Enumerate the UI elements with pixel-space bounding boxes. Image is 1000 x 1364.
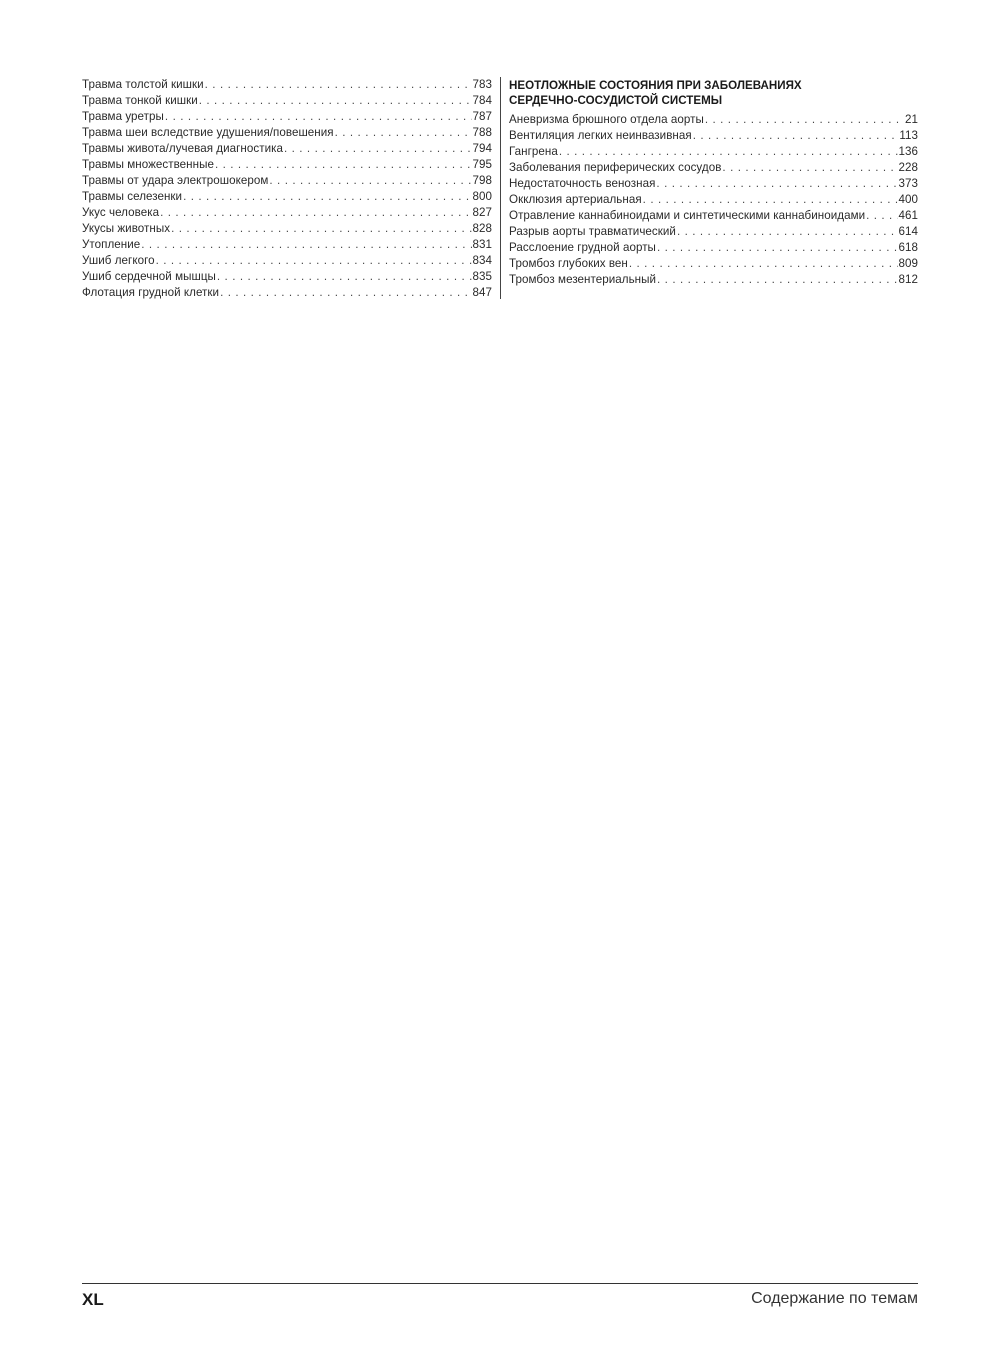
toc-entry[interactable] — [509, 144, 918, 160]
leader-dots — [284, 141, 472, 157]
entry-title: Окклюзия артериальная — [509, 193, 642, 206]
section-heading-line: СЕРДЕЧНО-СОСУДИСТОЙ СИСТЕМЫ — [509, 94, 723, 107]
toc-entry[interactable] — [82, 173, 492, 189]
toc-entry[interactable] — [509, 240, 918, 256]
entry-page: 794 — [472, 142, 492, 155]
entry-page: 788 — [472, 126, 492, 139]
entry-title: Флотация грудной клетки — [82, 286, 220, 299]
entry-page: 798 — [472, 174, 492, 187]
entry-title: Расслоение грудной аорты — [509, 241, 656, 254]
leader-dots — [866, 208, 897, 224]
leader-dots — [269, 173, 471, 189]
entry-page: 113 — [899, 129, 918, 142]
leader-dots — [629, 256, 898, 272]
entry-page: 831 — [472, 238, 492, 251]
entry-page: 828 — [472, 222, 492, 235]
leader-dots — [205, 77, 472, 93]
leader-dots — [559, 144, 898, 160]
leader-dots — [656, 176, 897, 192]
leader-dots — [722, 160, 897, 176]
footer-running-title: Содержание по темам — [751, 1290, 918, 1307]
leader-dots — [160, 205, 471, 221]
entry-title: Травмы живота/лучевая диагностика — [82, 142, 283, 155]
leader-dots — [183, 189, 471, 205]
entry-page: 795 — [472, 158, 492, 171]
entry-page: 373 — [898, 177, 918, 190]
entry-title: Разрыв аорты травматический — [509, 225, 676, 238]
entry-title: Вентиляция легких неинвазивная — [509, 129, 692, 142]
leader-dots — [693, 128, 899, 144]
toc-entry[interactable] — [82, 285, 492, 301]
entry-title: Травмы множественные — [82, 158, 214, 171]
entry-title: Травма толстой кишки — [82, 78, 204, 91]
entry-page: 835 — [472, 270, 492, 283]
entry-page: 812 — [898, 273, 918, 286]
toc-entry[interactable] — [509, 160, 918, 176]
entry-title: Утопление — [82, 238, 141, 251]
toc-entry[interactable] — [82, 221, 492, 237]
toc-left-column — [82, 77, 492, 301]
toc-entry[interactable] — [509, 256, 918, 272]
entry-page: 800 — [472, 190, 492, 203]
footer-rule — [82, 1283, 918, 1284]
footer-page-number: XL — [82, 1290, 104, 1309]
entry-title: Ушиб легкого — [82, 254, 155, 267]
leader-dots — [677, 224, 898, 240]
toc-entry[interactable] — [509, 208, 918, 224]
leader-dots — [141, 237, 471, 253]
toc-entry[interactable] — [509, 192, 918, 208]
toc-entry[interactable] — [82, 141, 492, 157]
leader-dots — [165, 109, 472, 125]
toc-entry[interactable] — [509, 128, 918, 144]
entry-page: 21 — [905, 113, 918, 126]
leader-dots — [220, 285, 471, 301]
entry-title: Травма тонкой кишки — [82, 94, 198, 107]
entry-page: 228 — [898, 161, 918, 174]
toc-entry[interactable] — [509, 176, 918, 192]
entry-title: Травма шеи вследствие удушения/повешения — [82, 126, 334, 139]
leader-dots — [215, 157, 472, 173]
leader-dots — [657, 240, 898, 256]
toc-entry[interactable] — [82, 125, 492, 141]
toc-entry[interactable] — [82, 77, 492, 93]
toc-entry[interactable] — [509, 112, 918, 128]
leader-dots — [705, 112, 904, 128]
entry-title: Укусы животных — [82, 222, 171, 235]
column-divider — [500, 77, 501, 299]
toc-entry[interactable] — [82, 109, 492, 125]
entry-title: Отравление каннабиноидами и синтетическими каннабиноидами — [509, 209, 866, 222]
entry-page: 783 — [472, 78, 492, 91]
section-heading-line: НЕОТЛОЖНЫЕ СОСТОЯНИЯ ПРИ ЗАБОЛЕВАНИЯХ — [509, 79, 802, 92]
toc-entry[interactable] — [82, 269, 492, 285]
toc-entry[interactable] — [82, 253, 492, 269]
leader-dots — [199, 93, 472, 109]
entry-title: Ушиб сердечной мышцы — [82, 270, 216, 283]
entry-title: Травма уретры — [82, 110, 164, 123]
toc-right-column — [509, 77, 918, 288]
entry-page: 809 — [898, 257, 918, 270]
entry-page: 618 — [898, 241, 918, 254]
toc-entry[interactable] — [509, 224, 918, 240]
entry-title: Недостаточность венозная — [509, 177, 656, 190]
entry-page: 400 — [898, 193, 918, 206]
entry-title: Заболевания периферических сосудов — [509, 161, 722, 174]
leader-dots — [217, 269, 472, 285]
entry-page: 827 — [472, 206, 492, 219]
entry-title: Аневризма брюшного отдела аорты — [509, 113, 704, 126]
entry-title: Травмы от удара электрошокером — [82, 174, 269, 187]
toc-entry[interactable] — [82, 189, 492, 205]
toc-entry[interactable] — [82, 237, 492, 253]
leader-dots — [171, 221, 471, 237]
toc-entry[interactable] — [82, 157, 492, 173]
entry-page: 834 — [472, 254, 492, 267]
leader-dots — [657, 272, 897, 288]
entry-page: 461 — [898, 209, 918, 222]
leader-dots — [643, 192, 898, 208]
toc-entry[interactable] — [509, 272, 918, 288]
entry-page: 847 — [472, 286, 492, 299]
leader-dots — [335, 125, 472, 141]
entry-title: Укус человека — [82, 206, 160, 219]
entry-title: Тромбоз мезентериальный — [509, 273, 657, 286]
entry-page: 614 — [898, 225, 918, 238]
entry-title: Тромбоз глубоких вен — [509, 257, 628, 270]
entry-title: Травмы селезенки — [82, 190, 183, 203]
entry-page: 784 — [472, 94, 492, 107]
toc-entry[interactable] — [82, 93, 492, 109]
toc-entry[interactable] — [82, 205, 492, 221]
leader-dots — [156, 253, 472, 269]
entry-title: Гангрена — [509, 145, 558, 158]
entry-page: 136 — [898, 145, 918, 158]
section-heading — [509, 78, 918, 108]
entry-page: 787 — [472, 110, 492, 123]
